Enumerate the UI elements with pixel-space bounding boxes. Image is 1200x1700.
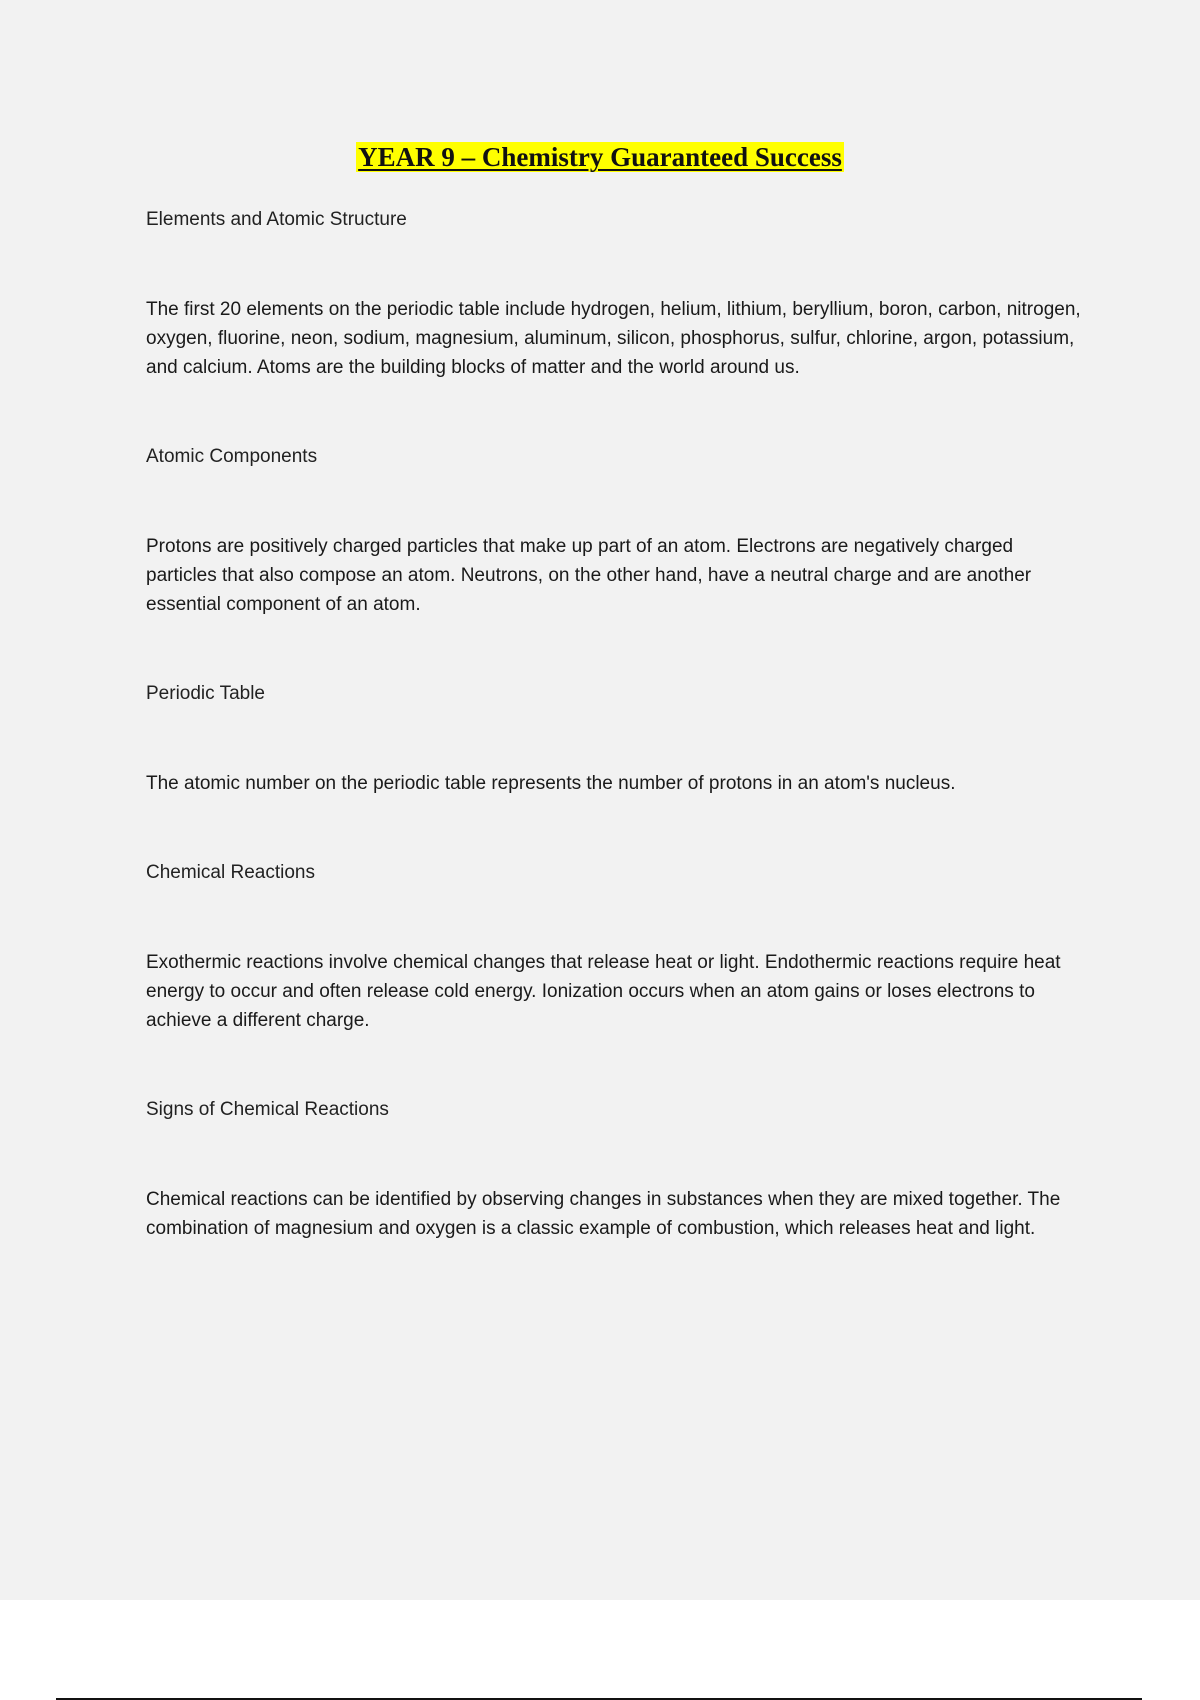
section-atomic-components: [146, 442, 1086, 619]
section-paragraph: The first 20 elements on the periodic table include hydrogen, helium, lithium, beryllium, boron, carbon, nitrogen, oxygen, fluorine, neon, sodium, magnesium, aluminum, silicon, phosphorus, sulfur, chlorine, argon, potassium, and calcium. Atoms are the building blocks of matter and the world around us.: [146, 299, 1081, 378]
section-heading: Elements and Atomic Structure: [146, 209, 407, 230]
section-elements-atomic-structure: [146, 205, 1086, 382]
section-heading: Periodic Table: [146, 683, 266, 704]
section-signs-of-chemical-reactions: [146, 1095, 1086, 1243]
section-paragraph: Chemical reactions can be identified by observing changes in substances when they are mixed together. The combination of magnesium and oxygen is a classic example of combustion, which releases heat and light.: [146, 1189, 1061, 1239]
page-title: YEAR 9 – Chemistry Guaranteed Success: [358, 142, 842, 172]
title-container: [0, 142, 1200, 173]
section-heading: Atomic Components: [146, 446, 318, 467]
section-periodic-table: [146, 679, 1086, 798]
section-paragraph: The atomic number on the periodic table represents the number of protons in an atom's nucleus.: [146, 773, 956, 794]
document-content: [146, 205, 1086, 1303]
section-paragraph: Protons are positively charged particles that make up part of an atom. Electrons are negatively charged particles that also compose an atom. Neutrons, on the other hand, have a neutral charge and are another essential component of an atom.: [146, 536, 1032, 615]
section-chemical-reactions: [146, 858, 1086, 1035]
section-heading: Signs of Chemical Reactions: [146, 1099, 389, 1120]
section-heading: Chemical Reactions: [146, 862, 315, 883]
section-paragraph: Exothermic reactions involve chemical changes that release heat or light. Endothermic reactions require heat energy to occur and often release cold energy. Ionization occurs when an atom gains or loses electrons to achieve a different charge.: [146, 952, 1061, 1031]
